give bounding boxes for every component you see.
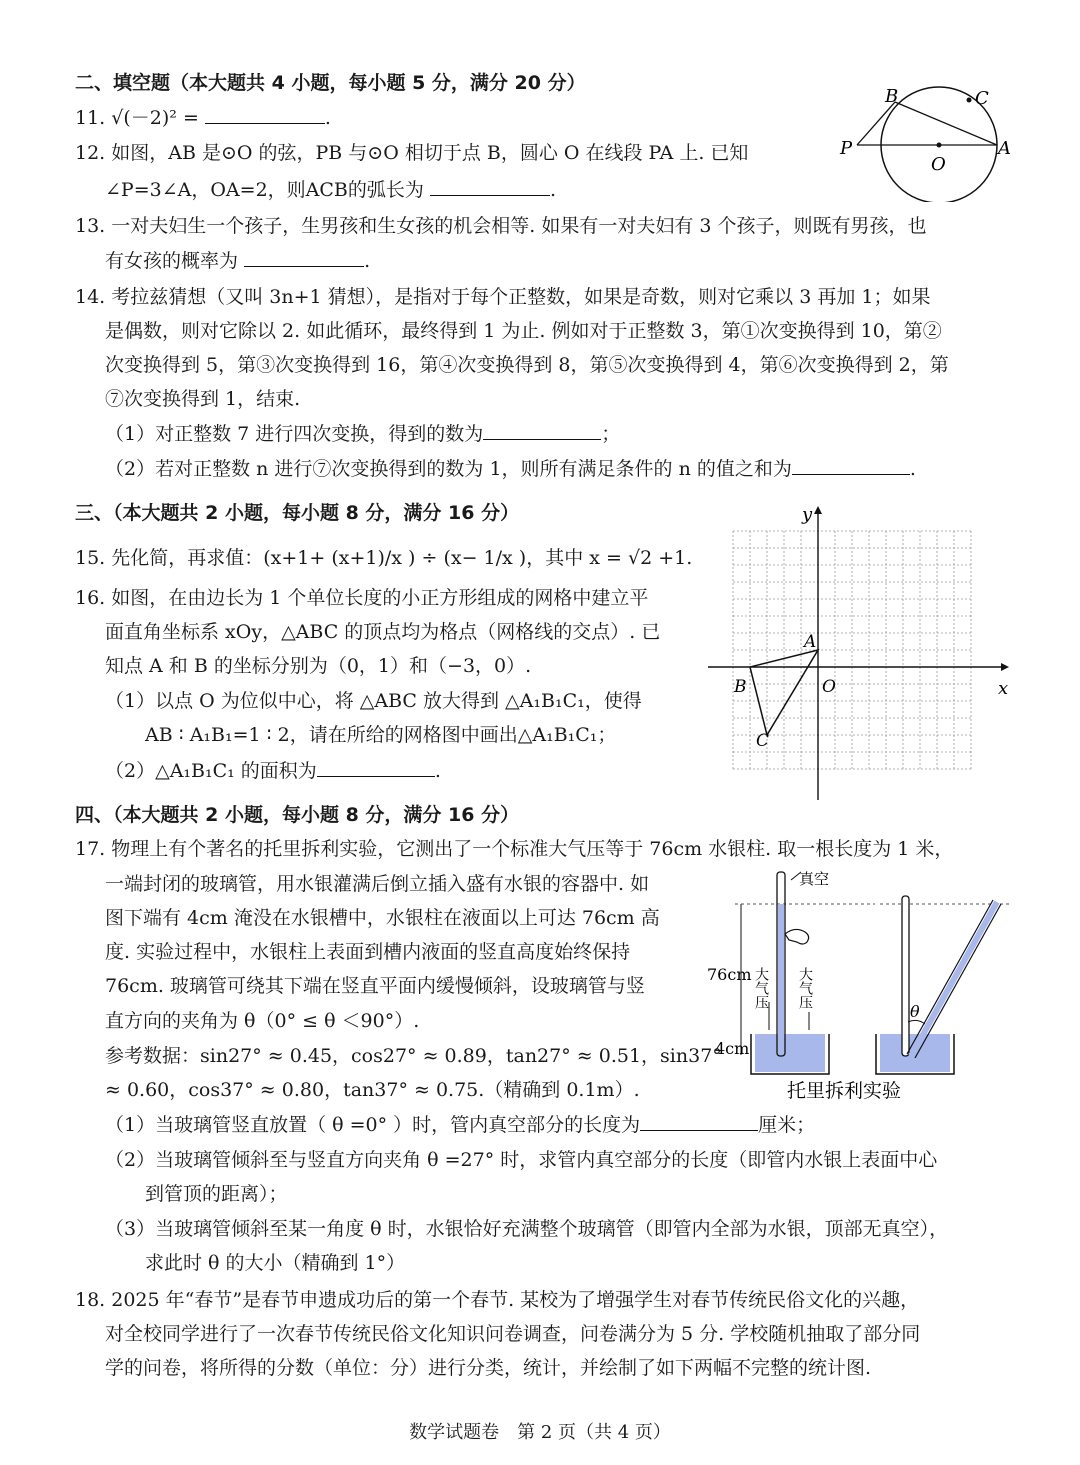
q17-line-3: 图下端有 4cm 淹没在水银槽中，水银柱在液面以上可达 76cm 高: [105, 907, 660, 929]
label-o: O: [931, 154, 946, 175]
hand-icon: [785, 929, 809, 944]
circle-figure: [835, 82, 1015, 202]
q14-part-2-end: .: [909, 458, 916, 480]
q16-part-2-end: .: [434, 760, 441, 782]
q16-part-1a: （1）以点 O 为位似中心，将 △ABC 放大得到 △A₁B₁C₁，使得: [105, 690, 642, 712]
q14-part-1-blank[interactable]: [483, 421, 601, 440]
q14-line-3: 次变换得到 5，第③次变换得到 16，第④次变换得到 8，第⑤次变换得到 4，第⑥次变换得到 2，第: [105, 354, 949, 376]
figure-caption: 托里拆利实验: [787, 1080, 902, 1102]
page-footer: 数学试题卷 第 2 页（共 4 页）: [409, 1422, 671, 1443]
mercury-trough-left: [755, 1034, 825, 1072]
q17-line-8: ≈ 0.60，cos37° ≈ 0.80，tan37° ≈ 0.75.（精确到 0.1m）.: [105, 1079, 640, 1101]
y-axis-arrow: [814, 506, 822, 514]
section-heading-three: 三、（本大题共 2 小题，每小题 8 分，满分 16 分）: [75, 502, 520, 524]
label-atm-right: 大气压: [797, 967, 813, 1009]
q17-part-3a: （3）当玻璃管倾斜至某一角度 θ 时，水银恰好充满整个玻璃管（即管内全部为水银，顶部无真空），: [105, 1218, 949, 1240]
section-heading-fill-in: 二、填空题（本大题共 4 小题，每小题 5 分，满分 20 分）: [75, 72, 586, 94]
q16-line-2: 面直角坐标系 xOy，△ABC 的顶点均为格点（网格线的交点）. 已: [105, 621, 661, 643]
x-axis-arrow: [1001, 663, 1009, 671]
q14-line-2: 是偶数，则对它除以 2. 如此循环，最终得到 1 为止. 例如对于正整数 3，第①次变换得到 10，第②: [105, 320, 942, 342]
q13-end: .: [364, 250, 371, 272]
mercury-column-tilted: [911, 902, 997, 1056]
label-a: A: [998, 138, 1011, 159]
q16-line-3: 知点 A 和 B 的坐标分别为（0，1）和（−3，0）.: [105, 655, 532, 677]
q18-line-2: 对全校同学进行了一次春节传统民俗文化知识问卷调查，问卷满分为 5 分. 学校随机抽取了部分同: [105, 1323, 921, 1345]
label-76cm: 76cm: [707, 965, 752, 984]
label-a: A: [804, 632, 817, 652]
q17-part-2a: （2）当玻璃管倾斜至与竖直方向夹角 θ =27° 时，求管内真空部分的长度（即管内水银上表面中心: [105, 1149, 938, 1171]
label-c: C: [756, 731, 770, 751]
question-11: [75, 105, 331, 131]
q16-part-2-text: （2）△A₁B₁C₁ 的面积为: [105, 760, 317, 782]
label-p: P: [840, 138, 853, 159]
tilted-tube-edge-1: [907, 900, 993, 1054]
coordinate-grid-figure: [708, 500, 1018, 800]
tangent-pb: [857, 102, 895, 145]
q13-line-1: 13. 一对夫妇生一个孩子，生男孩和生女孩的机会相等. 如果有一对夫妇有 3 个孩子，则既有男孩，也: [75, 215, 927, 237]
label-theta: θ: [910, 1002, 920, 1021]
q11-answer-blank[interactable]: [205, 105, 325, 124]
q14-part-2-blank[interactable]: [792, 456, 910, 475]
q18-line-3: 学的问卷，将所得的分数（单位：分）进行分类，统计，并绘制了如下两幅不完整的统计图.: [105, 1357, 872, 1379]
mercury-column-left: [778, 904, 784, 1056]
q16-part-2-blank[interactable]: [317, 758, 435, 777]
q16-part-1b: AB ∶ A₁B₁=1 ∶ 2，请在所给的网格图中画出△A₁B₁C₁；: [145, 724, 617, 746]
q17-line-5: 76cm. 玻璃管可绕其下端在竖直平面内缓慢倾斜，设玻璃管与竖: [105, 975, 645, 997]
label-vacuum-text: 真空: [799, 870, 830, 888]
q11-number: 11.: [75, 107, 106, 129]
q12-line-2: [105, 177, 556, 203]
q17-line-4: 度. 实验过程中，水银柱上表面到槽内液面的竖直高度始终保持: [105, 941, 631, 963]
center-point-o: [937, 143, 942, 148]
q17-part-2b: 到管顶的距离）；: [145, 1183, 288, 1205]
q14-line-1: 14. 考拉兹猜想（又叫 3n+1 猜想），是指对于每个正整数，如果是奇数，则对它乘以 3 再加 1；如果: [75, 286, 931, 308]
q17-line-1: 17. 物理上有个著名的托里拆利实验，它测出了一个标准大气压等于 76cm 水银柱. 取一根长度为 1 米，: [75, 838, 954, 860]
q14-part-2-text: （2）若对正整数 n 进行⑦次变换得到的数为 1，则所有满足条件的 n 的值之和为: [105, 458, 792, 480]
label-y: y: [802, 504, 813, 525]
label-o: O: [822, 677, 836, 697]
q17-part-1-text: （1）当玻璃管竖直放置（ θ =0° ）时，管内真空部分的长度为: [105, 1114, 641, 1136]
q16-part-2: [105, 758, 441, 784]
q14-line-4: ⑦次变换得到 1，结束.: [105, 388, 301, 410]
q11-end: .: [324, 107, 331, 129]
q14-part-2: [105, 456, 916, 482]
label-b: B: [885, 86, 899, 107]
q14-part-1-text: （1）对正整数 7 进行四次变换，得到的数为: [105, 423, 484, 445]
question-15: 15. 先化简，再求值：(x+1+ (x+1)/x ) ÷ (x− 1/x )，其中 x = √2 +1.: [75, 547, 693, 569]
q17-part-3b: 求此时 θ 的大小（精确到 1°）: [145, 1252, 406, 1274]
q12-text: ∠P=3∠A，OA=2，则ACB的弧长为: [105, 179, 424, 201]
q17-part-1-blank[interactable]: [640, 1112, 758, 1131]
q12-end: .: [549, 179, 556, 201]
q17-part-1-end: 厘米；: [758, 1114, 816, 1136]
q17-line-7: 参考数据：sin27° ≈ 0.45，cos27° ≈ 0.89，tan27° ≈ 0.51，sin37°: [105, 1045, 722, 1067]
torricelli-experiment-figure: [705, 862, 1015, 1107]
q17-line-2: 一端封闭的玻璃管，用水银灌满后倒立插入盛有水银的容器中. 如: [105, 873, 650, 895]
q18-line-1: 18. 2025 年“春节”是春节申遗成功后的第一个春节. 某校为了增强学生对春节传统民俗文化的兴趣，: [75, 1289, 920, 1311]
q12-answer-blank[interactable]: [430, 177, 550, 196]
label-c: C: [975, 88, 989, 109]
q17-part-1: [105, 1112, 815, 1138]
label-4cm: 4cm: [715, 1039, 750, 1058]
label-b: B: [734, 677, 747, 697]
q11-expression: √(－2)² =: [111, 107, 199, 129]
q12-line-1: 12. 如图，AB 是⊙O 的弦，PB 与⊙O 相切于点 B，圆心 O 在线段 PA 上. 已知: [75, 142, 749, 164]
q17-line-6: 直方向的夹角为 θ（0° ≤ θ ＜90°）.: [105, 1010, 420, 1032]
q14-part-1-end: ；: [601, 423, 621, 445]
q13-answer-blank[interactable]: [244, 248, 364, 267]
q13-line-2: [105, 248, 370, 274]
section-heading-four: 四、（本大题共 2 小题，每小题 8 分，满分 16 分）: [75, 804, 520, 826]
tilted-tube-edge-2: [915, 904, 1001, 1058]
q14-part-1: [105, 421, 620, 447]
label-atm-left: 大气压: [753, 967, 769, 1009]
label-x: x: [998, 678, 1009, 699]
reference-tube-vertical: [902, 896, 909, 1056]
point-c: [967, 98, 972, 103]
q16-line-1: 16. 如图，在由边长为 1 个单位长度的小正方形组成的网格中建立平: [75, 587, 649, 609]
label-vacuum: [799, 870, 829, 888]
q13-text: 有女孩的概率为: [105, 250, 239, 272]
